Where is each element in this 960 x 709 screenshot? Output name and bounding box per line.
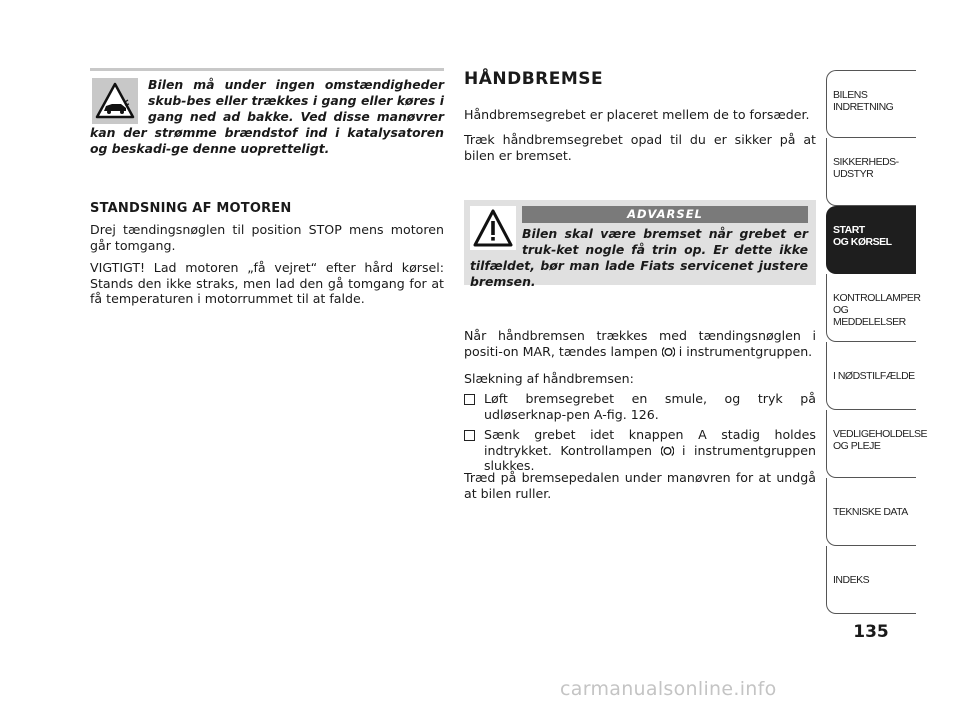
warning-box-advarsel (464, 200, 816, 289)
tab-kontrollamper[interactable]: KONTROLLAMPER OG MEDDELELSER (826, 274, 916, 342)
checkbox-bullet-icon (464, 394, 475, 405)
tab-start-og-korsel[interactable]: START OG KØRSEL (826, 206, 916, 274)
paragraph-lamp-on-a: Når håndbremsen trækkes med tændingsnøglen i positi-on MAR, tændes lampen (464, 328, 816, 359)
warning-rule (90, 68, 444, 71)
warning-label: ADVARSEL (522, 206, 808, 223)
list-item (464, 391, 816, 422)
checkbox-bullet-icon (464, 430, 475, 441)
paragraph-engine-stop: Drej tændingsnøglen til position STOP mens motoren går tomgang. (90, 222, 444, 253)
tab-sikkerhedsudstyr[interactable]: SIKKERHEDS- UDSTYR (826, 138, 916, 206)
tab-tekniske-data[interactable]: TEKNISKE DATA (826, 478, 916, 546)
bullet-text-a: Sænk grebet idet knappen A stadig holdes indtrykket. Kontrollampen (484, 427, 816, 458)
watermark: carmanualsonline.info (560, 678, 777, 700)
paragraph-important: VIGTIGT! Lad motoren „få vejret“ efter hård kørsel: Stands den ikke straks, men lad den gå tomgang for at få temperaturen i motorrummet til at falde. (90, 260, 444, 306)
tab-indeks[interactable]: INDEKS (826, 546, 916, 614)
warning-text: Bilen må under ingen omstændigheder skub-bes eller trækkes i gang eller køres i gang ned ad bakke. Ved disse manøvrer kan der strømme brændstof ind i katalysatoren og beskadi-ge denne uopretteligt. (90, 77, 444, 156)
list-item (464, 427, 816, 474)
tab-vedligeholdelse[interactable]: VEDLIGEHOLDELSE OG PLEJE (826, 410, 916, 478)
section-title-engine-stop: STANDSNING AF MOTOREN (90, 201, 292, 216)
bullet-text: Løft bremsegrebet en smule, og tryk på udløserknap-pen A-fig. 126. (484, 391, 816, 422)
paragraph-handbrake-pull: Træk håndbremsegrebet opad til du er sikker på at bilen er bremset. (464, 132, 816, 163)
page-title-handbrake: HÅNDBREMSE (464, 69, 604, 89)
chapter-tabs (826, 70, 928, 614)
warning-text-advarsel: Bilen skal være bremset når grebet er truk-ket nogle få trin op. Er dette ikke tilfældet, bør man lade Fiats servicenet justere bremsen. (470, 226, 808, 289)
release-steps-list (464, 391, 816, 479)
tab-bilens-indretning[interactable]: BILENS INDRETNING (826, 70, 916, 138)
brake-lamp-icon (661, 445, 674, 457)
paragraph-lamp-on (464, 328, 816, 359)
bullet-text-b: i instrumentgruppen slukkes. (484, 442, 816, 473)
paragraph-release-title: Slækning af håndbremsen: (464, 371, 634, 386)
brake-lamp-icon (662, 346, 675, 358)
warning-box-push-start (90, 68, 444, 168)
page-number: 135 (853, 622, 889, 642)
paragraph-lamp-on-b: i instrumentgruppen. (678, 343, 813, 359)
tab-nodstilfaelde[interactable]: I NØDSTILFÆLDE (826, 342, 916, 410)
paragraph-handbrake-location: Håndbremsegrebet er placeret mellem de to forsæder. (464, 107, 810, 122)
paragraph-brake-pedal: Træd på bremsepedalen under manøvren for at undgå at bilen ruller. (464, 470, 816, 501)
